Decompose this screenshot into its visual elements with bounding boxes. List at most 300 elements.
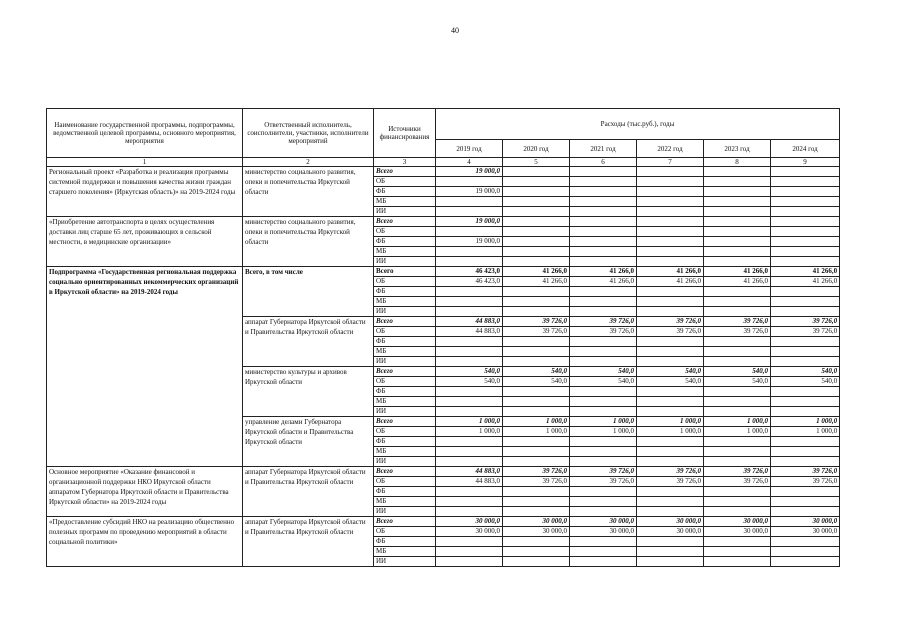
expense-value-cell bbox=[704, 227, 771, 237]
expense-value-cell bbox=[637, 247, 704, 257]
funding-source-cell: ИИ bbox=[374, 507, 436, 517]
header-name: Наименование государственной программы, подпрограммы, ведомственной целевой программы, основного мероприятия, мероприятия bbox=[47, 109, 243, 158]
expense-value-cell bbox=[704, 177, 771, 187]
expense-value-cell bbox=[637, 457, 704, 467]
expense-value-cell bbox=[503, 537, 570, 547]
funding-source-cell: ИИ bbox=[374, 457, 436, 467]
header-year: 2021 год bbox=[570, 140, 637, 158]
expense-value-cell bbox=[436, 437, 503, 447]
expense-value-cell bbox=[570, 347, 637, 357]
expense-value-cell: 39 726,0 bbox=[771, 317, 840, 327]
expense-value-cell bbox=[570, 407, 637, 417]
expense-value-cell bbox=[704, 217, 771, 227]
expense-value-cell bbox=[637, 437, 704, 447]
expense-value-cell bbox=[503, 357, 570, 367]
expense-value-cell bbox=[436, 257, 503, 267]
expense-value-cell bbox=[503, 307, 570, 317]
expense-value-cell bbox=[704, 297, 771, 307]
expense-value-cell: 1 000,0 bbox=[637, 417, 704, 427]
expense-value-cell bbox=[704, 257, 771, 267]
expense-value-cell bbox=[503, 177, 570, 187]
column-number: 4 bbox=[436, 158, 503, 167]
expense-value-cell bbox=[436, 287, 503, 297]
funding-source-cell: МБ bbox=[374, 297, 436, 307]
expense-value-cell: 1 000,0 bbox=[771, 417, 840, 427]
expense-value-cell bbox=[503, 247, 570, 257]
expense-value-cell bbox=[436, 447, 503, 457]
expense-value-cell bbox=[771, 227, 840, 237]
expense-value-cell: 540,0 bbox=[771, 367, 840, 377]
expense-value-cell bbox=[704, 487, 771, 497]
funding-source-cell: Всего bbox=[374, 417, 436, 427]
expense-value-cell bbox=[771, 397, 840, 407]
funding-source-cell: ОБ bbox=[374, 177, 436, 187]
expense-value-cell: 540,0 bbox=[570, 367, 637, 377]
expense-value-cell: 540,0 bbox=[704, 377, 771, 387]
expense-value-cell bbox=[637, 347, 704, 357]
expense-value-cell bbox=[570, 497, 637, 507]
expense-value-cell bbox=[771, 537, 840, 547]
expense-value-cell bbox=[570, 337, 637, 347]
expense-value-cell: 41 266,0 bbox=[570, 277, 637, 287]
executor-cell: министерство культуры и архивов Иркутской области bbox=[243, 367, 374, 417]
program-name-cell: «Приобретение автотранспорта в целях осуществления доставки лиц старше 65 лет, проживающих в сельской местности, в медицинские организации» bbox=[47, 217, 243, 267]
header-executor: Ответственный исполнитель, соисполнители, участники, исполнители мероприятий bbox=[243, 109, 374, 158]
expense-value-cell bbox=[771, 217, 840, 227]
column-number: 8 bbox=[704, 158, 771, 167]
expense-value-cell bbox=[436, 207, 503, 217]
expense-value-cell bbox=[503, 507, 570, 517]
expense-value-cell bbox=[771, 287, 840, 297]
expense-value-cell: 46 423,0 bbox=[436, 277, 503, 287]
column-number: 1 bbox=[47, 158, 243, 167]
expense-value-cell: 39 726,0 bbox=[704, 327, 771, 337]
program-name-cell: «Предоставление субсидий НКО на реализацию общественно полезных программ по проведению мероприятий в области социальной политики» bbox=[47, 517, 243, 567]
header-expenses: Расходы (тыс.руб.), годы bbox=[436, 109, 840, 140]
expense-value-cell bbox=[436, 547, 503, 557]
expense-value-cell: 39 726,0 bbox=[704, 317, 771, 327]
expense-value-cell bbox=[771, 187, 840, 197]
expense-value-cell: 39 726,0 bbox=[570, 477, 637, 487]
column-number: 5 bbox=[503, 158, 570, 167]
program-name-cell: Региональный проект «Разработка и реализация программы системной поддержки и повышения качества жизни граждан старшего поколения» (Иркутская область)» на 2019-2024 годы bbox=[47, 167, 243, 217]
expense-value-cell bbox=[503, 167, 570, 177]
expense-value-cell: 39 726,0 bbox=[503, 467, 570, 477]
expense-value-cell: 30 000,0 bbox=[436, 517, 503, 527]
expense-value-cell bbox=[704, 167, 771, 177]
budget-table bbox=[46, 108, 840, 567]
funding-source-cell: ИИ bbox=[374, 207, 436, 217]
expense-value-cell bbox=[436, 507, 503, 517]
expense-value-cell: 44 883,0 bbox=[436, 327, 503, 337]
expense-value-cell bbox=[771, 237, 840, 247]
expense-value-cell bbox=[503, 287, 570, 297]
table-row bbox=[47, 267, 840, 277]
expense-value-cell bbox=[704, 447, 771, 457]
expense-value-cell bbox=[570, 227, 637, 237]
expense-value-cell: 540,0 bbox=[503, 377, 570, 387]
expense-value-cell bbox=[637, 237, 704, 247]
program-name-cell: Подпрограмма «Государственная региональная поддержка социально ориентированных некоммерческих организаций в Иркутской области» на 2019-2024 годы bbox=[47, 267, 243, 467]
expense-value-cell bbox=[503, 557, 570, 567]
expense-value-cell bbox=[771, 387, 840, 397]
expense-value-cell bbox=[503, 437, 570, 447]
expense-value-cell bbox=[503, 237, 570, 247]
expense-value-cell: 30 000,0 bbox=[771, 517, 840, 527]
expense-value-cell bbox=[637, 547, 704, 557]
expense-value-cell: 41 266,0 bbox=[704, 267, 771, 277]
expense-value-cell bbox=[704, 547, 771, 557]
expense-value-cell bbox=[570, 237, 637, 247]
expense-value-cell bbox=[771, 357, 840, 367]
expense-value-cell bbox=[570, 287, 637, 297]
expense-value-cell bbox=[570, 447, 637, 457]
expense-value-cell bbox=[704, 507, 771, 517]
expense-value-cell: 39 726,0 bbox=[637, 327, 704, 337]
expense-value-cell bbox=[704, 537, 771, 547]
funding-source-cell: ОБ bbox=[374, 227, 436, 237]
expense-value-cell bbox=[637, 177, 704, 187]
expense-value-cell: 540,0 bbox=[637, 367, 704, 377]
expense-value-cell bbox=[704, 457, 771, 467]
funding-source-cell: МБ bbox=[374, 547, 436, 557]
expense-value-cell bbox=[503, 457, 570, 467]
expense-value-cell bbox=[704, 407, 771, 417]
funding-source-cell: ФБ bbox=[374, 537, 436, 547]
funding-source-cell: МБ bbox=[374, 397, 436, 407]
expense-value-cell bbox=[570, 177, 637, 187]
expense-value-cell: 30 000,0 bbox=[704, 527, 771, 537]
funding-source-cell: МБ bbox=[374, 197, 436, 207]
funding-source-cell: ФБ bbox=[374, 187, 436, 197]
expense-value-cell bbox=[436, 497, 503, 507]
expense-value-cell bbox=[570, 457, 637, 467]
expense-value-cell: 41 266,0 bbox=[570, 267, 637, 277]
expense-value-cell: 41 266,0 bbox=[637, 267, 704, 277]
funding-source-cell: МБ bbox=[374, 347, 436, 357]
expense-value-cell: 1 000,0 bbox=[570, 417, 637, 427]
expense-value-cell bbox=[570, 507, 637, 517]
expense-value-cell bbox=[704, 497, 771, 507]
expense-value-cell: 1 000,0 bbox=[704, 427, 771, 437]
expense-value-cell: 540,0 bbox=[704, 367, 771, 377]
expense-value-cell bbox=[436, 197, 503, 207]
funding-source-cell: ФБ bbox=[374, 487, 436, 497]
expense-value-cell bbox=[503, 547, 570, 557]
expense-value-cell: 30 000,0 bbox=[637, 517, 704, 527]
expense-value-cell bbox=[570, 197, 637, 207]
expense-value-cell: 39 726,0 bbox=[771, 477, 840, 487]
expense-value-cell: 39 726,0 bbox=[637, 467, 704, 477]
expense-value-cell bbox=[637, 337, 704, 347]
funding-source-cell: ИИ bbox=[374, 257, 436, 267]
expense-value-cell: 30 000,0 bbox=[704, 517, 771, 527]
expense-value-cell bbox=[771, 337, 840, 347]
expense-value-cell: 41 266,0 bbox=[503, 267, 570, 277]
expense-value-cell bbox=[771, 207, 840, 217]
expense-value-cell bbox=[503, 487, 570, 497]
expense-value-cell bbox=[570, 217, 637, 227]
expense-value-cell bbox=[704, 557, 771, 567]
expense-value-cell bbox=[503, 497, 570, 507]
expense-value-cell bbox=[704, 197, 771, 207]
funding-source-cell: МБ bbox=[374, 497, 436, 507]
expense-value-cell: 44 883,0 bbox=[436, 477, 503, 487]
expense-value-cell: 30 000,0 bbox=[637, 527, 704, 537]
expense-value-cell bbox=[637, 257, 704, 267]
expense-value-cell bbox=[637, 297, 704, 307]
expense-value-cell bbox=[503, 227, 570, 237]
expense-value-cell: 39 726,0 bbox=[503, 477, 570, 487]
expense-value-cell: 1 000,0 bbox=[436, 427, 503, 437]
expense-value-cell bbox=[436, 537, 503, 547]
page-number: 40 bbox=[451, 26, 459, 35]
column-number: 2 bbox=[243, 158, 374, 167]
funding-source-cell: Всего bbox=[374, 267, 436, 277]
expense-value-cell bbox=[637, 537, 704, 547]
expense-value-cell: 19 000,0 bbox=[436, 167, 503, 177]
executor-cell: министерство социального развития, опеки и попечительства Иркутской области bbox=[243, 167, 374, 217]
expense-value-cell bbox=[503, 297, 570, 307]
expense-value-cell bbox=[570, 547, 637, 557]
expense-value-cell bbox=[637, 557, 704, 567]
expense-value-cell: 39 726,0 bbox=[704, 467, 771, 477]
funding-source-cell: ФБ bbox=[374, 237, 436, 247]
expense-value-cell bbox=[436, 407, 503, 417]
expense-value-cell bbox=[704, 337, 771, 347]
expense-value-cell bbox=[503, 217, 570, 227]
expense-value-cell: 41 266,0 bbox=[503, 277, 570, 287]
funding-source-cell: ФБ bbox=[374, 437, 436, 447]
expense-value-cell: 540,0 bbox=[570, 377, 637, 387]
expense-value-cell bbox=[637, 187, 704, 197]
funding-source-cell: Всего bbox=[374, 517, 436, 527]
expense-value-cell: 1 000,0 bbox=[637, 427, 704, 437]
expense-value-cell: 1 000,0 bbox=[771, 427, 840, 437]
expense-value-cell bbox=[771, 177, 840, 187]
expense-value-cell bbox=[637, 507, 704, 517]
expense-value-cell bbox=[503, 387, 570, 397]
executor-cell: министерство социального развития, опеки и попечительства Иркутской области bbox=[243, 217, 374, 267]
expense-value-cell: 39 726,0 bbox=[503, 327, 570, 337]
expense-value-cell: 30 000,0 bbox=[503, 527, 570, 537]
expense-value-cell bbox=[570, 397, 637, 407]
expense-value-cell bbox=[771, 557, 840, 567]
column-number: 7 bbox=[637, 158, 704, 167]
expense-value-cell bbox=[637, 387, 704, 397]
funding-source-cell: ОБ bbox=[374, 527, 436, 537]
expense-value-cell: 19 000,0 bbox=[436, 237, 503, 247]
funding-source-cell: ОБ bbox=[374, 377, 436, 387]
expense-value-cell bbox=[704, 237, 771, 247]
expense-value-cell bbox=[570, 537, 637, 547]
funding-source-cell: ИИ bbox=[374, 407, 436, 417]
expense-value-cell bbox=[570, 167, 637, 177]
expense-value-cell bbox=[771, 197, 840, 207]
expense-value-cell bbox=[570, 437, 637, 447]
funding-source-cell: ОБ bbox=[374, 477, 436, 487]
expense-value-cell bbox=[570, 297, 637, 307]
expense-value-cell: 30 000,0 bbox=[436, 527, 503, 537]
expense-value-cell: 540,0 bbox=[436, 367, 503, 377]
expense-value-cell bbox=[503, 207, 570, 217]
table-row bbox=[47, 217, 840, 227]
table-body bbox=[47, 167, 840, 567]
expense-value-cell: 41 266,0 bbox=[704, 277, 771, 287]
expense-value-cell bbox=[503, 257, 570, 267]
expense-value-cell: 41 266,0 bbox=[771, 267, 840, 277]
expense-value-cell bbox=[570, 387, 637, 397]
expense-value-cell bbox=[637, 217, 704, 227]
expense-value-cell: 30 000,0 bbox=[771, 527, 840, 537]
expense-value-cell bbox=[570, 357, 637, 367]
expense-value-cell bbox=[771, 257, 840, 267]
expense-value-cell bbox=[637, 197, 704, 207]
expense-value-cell: 39 726,0 bbox=[704, 477, 771, 487]
executor-cell: аппарат Губернатора Иркутской области и Правительства Иркутской области bbox=[243, 317, 374, 367]
expense-value-cell bbox=[771, 437, 840, 447]
expense-value-cell bbox=[436, 297, 503, 307]
expense-value-cell bbox=[771, 547, 840, 557]
expense-value-cell bbox=[436, 337, 503, 347]
expense-value-cell bbox=[704, 247, 771, 257]
program-name-cell: Основное мероприятие «Оказание финансовой и организационной поддержки НКО Иркутской области аппаратом Губернатора Иркутской области и Правительства Иркутской области» на 2019-2024 годы bbox=[47, 467, 243, 517]
expense-value-cell: 540,0 bbox=[436, 377, 503, 387]
expense-value-cell bbox=[704, 307, 771, 317]
expense-value-cell: 30 000,0 bbox=[570, 517, 637, 527]
expense-value-cell bbox=[570, 257, 637, 267]
funding-source-cell: Всего bbox=[374, 367, 436, 377]
expense-value-cell: 39 726,0 bbox=[771, 467, 840, 477]
header-year: 2024 год bbox=[771, 140, 840, 158]
expense-value-cell: 1 000,0 bbox=[570, 427, 637, 437]
expense-value-cell bbox=[704, 357, 771, 367]
funding-source-cell: ФБ bbox=[374, 337, 436, 347]
expense-value-cell: 1 000,0 bbox=[704, 417, 771, 427]
expense-value-cell bbox=[637, 207, 704, 217]
expense-value-cell bbox=[637, 487, 704, 497]
expense-value-cell bbox=[771, 247, 840, 257]
expense-value-cell bbox=[771, 507, 840, 517]
funding-source-cell: ИИ bbox=[374, 357, 436, 367]
expense-value-cell bbox=[570, 247, 637, 257]
expense-value-cell bbox=[771, 307, 840, 317]
expense-value-cell: 1 000,0 bbox=[503, 417, 570, 427]
expense-value-cell: 41 266,0 bbox=[771, 277, 840, 287]
expense-value-cell bbox=[771, 447, 840, 457]
expense-value-cell bbox=[771, 167, 840, 177]
expense-value-cell bbox=[771, 487, 840, 497]
expense-value-cell: 44 883,0 bbox=[436, 317, 503, 327]
expense-value-cell bbox=[637, 287, 704, 297]
expense-value-cell bbox=[704, 387, 771, 397]
expense-value-cell: 46 423,0 bbox=[436, 267, 503, 277]
expense-value-cell bbox=[570, 207, 637, 217]
executor-cell: управление делами Губернатора Иркутской области и Правительства Иркутской области bbox=[243, 417, 374, 467]
funding-source-cell: МБ bbox=[374, 247, 436, 257]
expense-value-cell: 39 726,0 bbox=[570, 327, 637, 337]
expense-value-cell: 39 726,0 bbox=[637, 477, 704, 487]
expense-value-cell bbox=[637, 447, 704, 457]
executor-cell: аппарат Губернатора Иркутской области и Правительства Иркутской области bbox=[243, 467, 374, 517]
expense-value-cell bbox=[771, 297, 840, 307]
expense-value-cell bbox=[436, 487, 503, 497]
expense-value-cell bbox=[637, 397, 704, 407]
expense-value-cell: 30 000,0 bbox=[503, 517, 570, 527]
funding-source-cell: ОБ bbox=[374, 327, 436, 337]
expense-value-cell bbox=[704, 437, 771, 447]
expense-value-cell bbox=[570, 487, 637, 497]
expense-value-cell: 41 266,0 bbox=[637, 277, 704, 287]
funding-source-cell: ФБ bbox=[374, 287, 436, 297]
funding-source-cell: Всего bbox=[374, 467, 436, 477]
funding-source-cell: ОБ bbox=[374, 277, 436, 287]
expense-value-cell bbox=[771, 347, 840, 357]
expense-value-cell: 540,0 bbox=[503, 367, 570, 377]
header-year: 2019 год bbox=[436, 140, 503, 158]
expense-value-cell: 39 726,0 bbox=[570, 317, 637, 327]
funding-source-cell: Всего bbox=[374, 217, 436, 227]
column-number: 6 bbox=[570, 158, 637, 167]
header-year: 2023 год bbox=[704, 140, 771, 158]
expense-value-cell bbox=[570, 187, 637, 197]
expense-value-cell: 540,0 bbox=[637, 377, 704, 387]
funding-source-cell: Всего bbox=[374, 317, 436, 327]
expense-value-cell bbox=[704, 207, 771, 217]
expense-value-cell bbox=[637, 407, 704, 417]
expense-value-cell bbox=[771, 457, 840, 467]
expense-value-cell bbox=[637, 167, 704, 177]
expense-value-cell bbox=[637, 227, 704, 237]
expense-value-cell: 19 000,0 bbox=[436, 187, 503, 197]
table-row bbox=[47, 167, 840, 177]
expense-value-cell bbox=[704, 287, 771, 297]
expense-value-cell: 30 000,0 bbox=[570, 527, 637, 537]
funding-source-cell: ОБ bbox=[374, 427, 436, 437]
funding-source-cell: ИИ bbox=[374, 307, 436, 317]
expense-value-cell bbox=[503, 187, 570, 197]
expense-value-cell bbox=[436, 227, 503, 237]
expense-value-cell: 39 726,0 bbox=[570, 467, 637, 477]
executor-cell: Всего, в том числе bbox=[243, 267, 374, 317]
expense-value-cell: 19 000,0 bbox=[436, 217, 503, 227]
expense-value-cell bbox=[570, 557, 637, 567]
funding-source-cell: Всего bbox=[374, 167, 436, 177]
table-row bbox=[47, 467, 840, 477]
expense-value-cell: 1 000,0 bbox=[503, 427, 570, 437]
expense-value-cell bbox=[503, 347, 570, 357]
header-year: 2022 год bbox=[637, 140, 704, 158]
expense-value-cell bbox=[637, 357, 704, 367]
expense-value-cell bbox=[436, 177, 503, 187]
expense-value-cell bbox=[503, 407, 570, 417]
expense-value-cell bbox=[503, 337, 570, 347]
expense-value-cell bbox=[704, 347, 771, 357]
expense-value-cell bbox=[637, 307, 704, 317]
expense-value-cell bbox=[637, 497, 704, 507]
expense-value-cell: 44 883,0 bbox=[436, 467, 503, 477]
funding-source-cell: ФБ bbox=[374, 387, 436, 397]
funding-source-cell: МБ bbox=[374, 447, 436, 457]
expense-value-cell bbox=[503, 197, 570, 207]
expense-value-cell bbox=[436, 347, 503, 357]
expense-value-cell bbox=[503, 397, 570, 407]
column-number: 3 bbox=[374, 158, 436, 167]
expense-value-cell: 39 726,0 bbox=[771, 327, 840, 337]
executor-cell: аппарат Губернатора Иркутской области и Правительства Иркутской области bbox=[243, 517, 374, 567]
header-source: Источники финансирования bbox=[374, 109, 436, 158]
expense-value-cell bbox=[503, 447, 570, 457]
